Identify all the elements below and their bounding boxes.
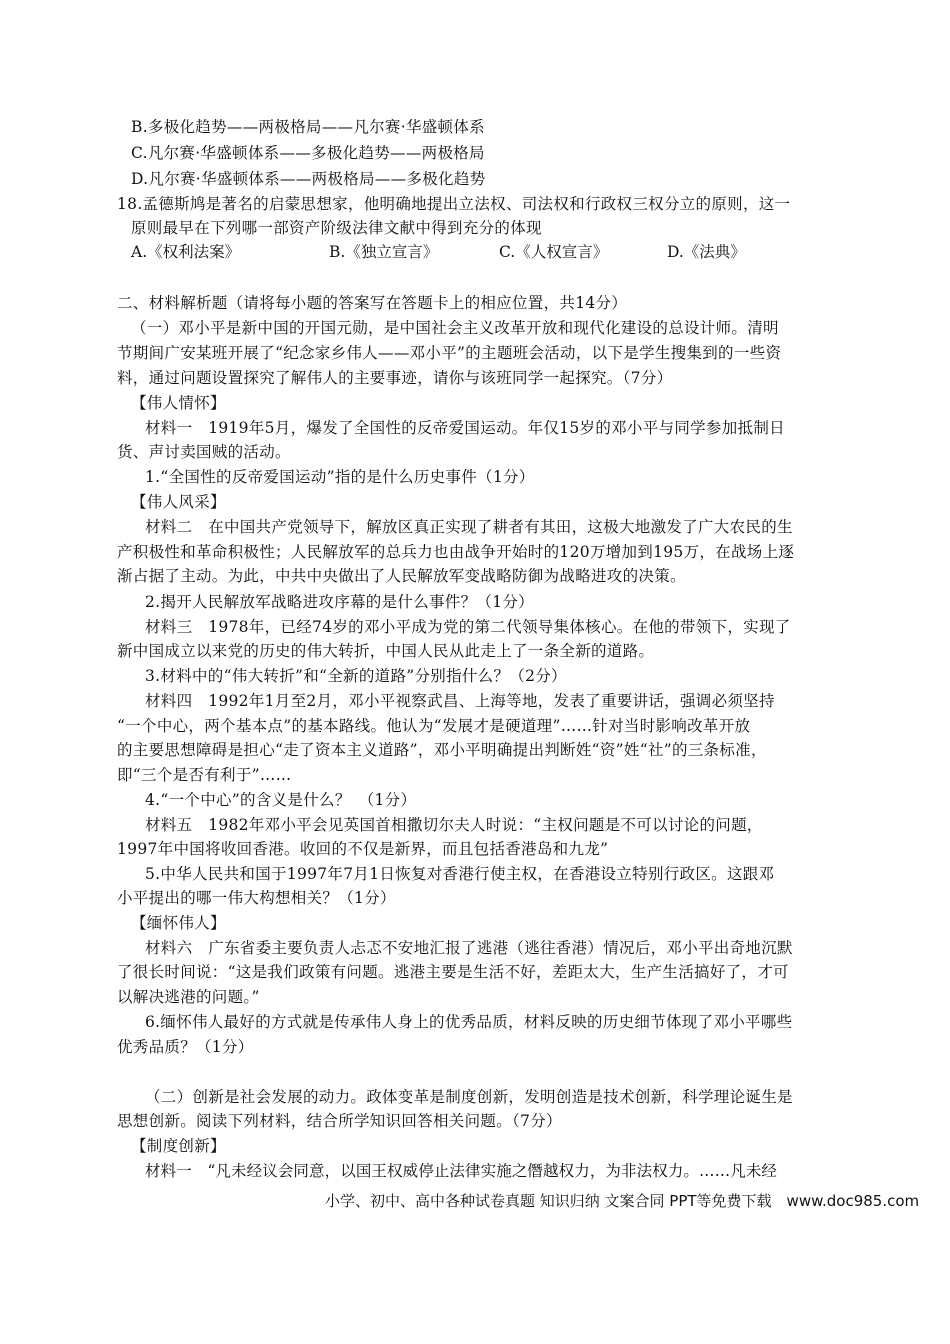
question-2: 2.揭开人民解放军战略进攻序幕的是什么事件？（1分） — [145, 593, 534, 611]
material-3-line1: 材料三 1978年，已经74岁的邓小平成为党的第二代领导集体核心。在他的带领下，实现了 — [145, 618, 791, 636]
material-4-line2: “一个中心，两个基本点”的基本路线。他认为“发展才是硬道理”……针对当时影响改革开放 — [117, 717, 751, 735]
question-5-line1: 5.中华人民共和国于1997年7月1日恢复对香港行使主权，在香港设立特别行政区。这跟邓 — [145, 865, 775, 883]
question-6-line2: 优秀品质？（1分） — [117, 1038, 254, 1056]
part1-intro-line1: （一）邓小平是新中国的开国元勋，是中国社会主义改革开放和现代化建设的总设计师。清明 — [131, 319, 779, 337]
part2-intro-line1: （二）创新是社会发展的动力。政体变革是制度创新，发明创造是技术创新，科学理论诞生是 — [145, 1088, 793, 1106]
q18-stem-line1: 18.孟德斯鸠是著名的启蒙思想家，他明确地提出立法权、司法权和行政权三权分立的原则，这一 — [117, 195, 791, 213]
section-title: 二、材料解析题（请将每小题的答案写在答题卡上的相应位置，共14分） — [117, 294, 628, 312]
material-2-line3: 渐占据了主动。为此，中共中央做出了人民解放军变战略防御为战略进攻的决策。 — [117, 567, 686, 585]
material-3-line2: 新中国成立以来党的历史的伟大转折，中国人民从此走上了一条全新的道路。 — [117, 642, 655, 660]
q18-option-c: C.《人权宣言》 — [499, 243, 609, 261]
q18-option-a: A.《权利法案》 — [131, 243, 241, 261]
question-1: 1.“全国性的反帝爱国运动”指的是什么历史事件（1分） — [145, 468, 535, 486]
material-6-line1: 材料六 广东省委主要负责人忐忑不安地汇报了逃港（逃往香港）情况后，邓小平出奇地沉默 — [145, 939, 793, 957]
part1-intro-line3: 料，通过问题设置探究了解伟人的主要事迹，请你与该班同学一起探究。（7分） — [117, 369, 673, 387]
heading-zhidu-chuangxin: 【制度创新】 — [131, 1137, 226, 1155]
part2-material-1-line1: 材料一 “凡未经议会同意，以国王权威停止法律实施之僭越权力，为非法权力。……凡未经 — [145, 1162, 778, 1180]
page-footer: 小学、初中、高中各种试卷真题 知识归纳 文案合同 PPT等免费下载 www.doc985.com — [325, 1192, 920, 1210]
q18-stem-line2: 原则最早在下列哪一部资产阶级法律文献中得到充分的体现 — [131, 219, 542, 237]
material-5-line1: 材料五 1982年邓小平会见英国首相撒切尔夫人时说：“主权问题是不可以讨论的问题， — [145, 816, 763, 834]
question-3: 3.材料中的“伟大转折”和“全新的道路”分别指什么？（2分） — [145, 667, 567, 685]
material-1-line1: 材料一 1919年5月，爆发了全国性的反帝爱国运动。年仅15岁的邓小平与同学参加抵制日 — [145, 419, 785, 437]
heading-weiren-fengcai: 【伟人风采】 — [131, 493, 226, 511]
question-4: 4.“一个中心”的含义是什么？ （1分） — [145, 791, 417, 809]
q17-option-b: B.多极化趋势——两极格局——凡尔赛·华盛顿体系 — [131, 118, 485, 136]
part1-intro-line2: 节期间广安某班开展了“纪念家乡伟人——邓小平”的主题班会活动，以下是学生搜集到的一些资 — [117, 344, 782, 362]
heading-weiren-qinghuai: 【伟人情怀】 — [131, 394, 226, 412]
material-6-line3: 以解决逃港的问题。” — [117, 988, 260, 1006]
material-2-line1: 材料二 在中国共产党领导下，解放区真正实现了耕者有其田，这极大地激发了广大农民的生 — [145, 518, 793, 536]
material-2-line2: 产积极性和革命积极性；人民解放军的总兵力也由战争开始时的120万增加到195万，在战场上逐 — [117, 543, 795, 561]
q17-option-c: C.凡尔赛·华盛顿体系——多极化趋势——两极格局 — [131, 144, 485, 162]
material-6-line2: 了很长时间说：“这是我们政策有问题。逃港主要是生活不好，差距太大，生产生活搞好了，才可 — [117, 963, 789, 981]
material-1-line2: 货、声讨卖国贼的活动。 — [117, 443, 291, 461]
heading-mianhuai-weiren: 【缅怀伟人】 — [131, 914, 226, 932]
material-4-line4: 即“三个是否有利于”…… — [117, 766, 292, 784]
material-4-line3: 的主要思想障碍是担心“走了资本主义道路”，邓小平明确提出判断姓“资”姓“社”的三条标准， — [117, 741, 767, 759]
q18-option-b: B.《独立宣言》 — [329, 243, 439, 261]
q18-option-d: D.《法典》 — [667, 243, 746, 261]
part2-intro-line2: 思想创新。阅读下列材料，结合所学知识回答相关问题。（7分） — [117, 1112, 562, 1130]
q17-option-d: D.凡尔赛·华盛顿体系——两极格局——多极化趋势 — [131, 170, 486, 188]
material-5-line2: 1997年中国将收回香港。收回的不仅是新界，而且包括香港岛和九龙” — [117, 840, 609, 858]
question-5-line2: 小平提出的哪一伟大构想相关？（1分） — [117, 889, 396, 907]
question-6-line1: 6.缅怀伟人最好的方式就是传承伟人身上的优秀品质，材料反映的历史细节体现了邓小平哪些 — [145, 1013, 793, 1031]
material-4-line1: 材料四 1992年1月至2月，邓小平视察武昌、上海等地，发表了重要讲话，强调必须坚持 — [145, 692, 775, 710]
